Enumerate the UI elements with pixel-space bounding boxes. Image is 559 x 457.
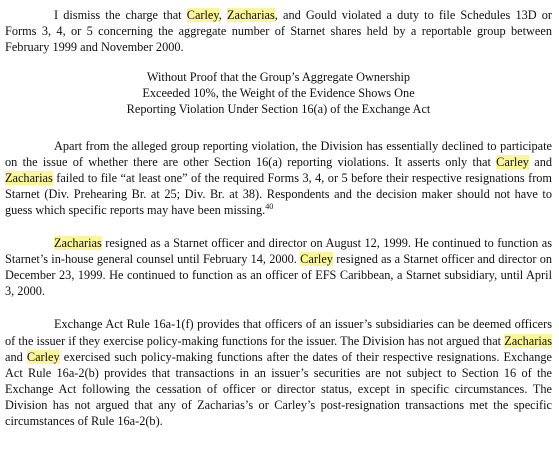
text-run: failed to file “at least one” of the required Forms 3, 4, or 5 before their respective resignations from Starnet (Div. Prehearing Br. at 25; Div. Br. at 38). Respondents and the decision maker should not have to guess which specific reports may have been missing. xyxy=(5,170,552,217)
paragraph-dismissal xyxy=(5,7,552,55)
footnote-reference[interactable]: 40 xyxy=(265,201,274,211)
text-run: , xyxy=(218,8,227,22)
highlighted-name-zacharias: Zacharias xyxy=(226,8,275,22)
text-run: Exchange Act Rule 16a-1(f) provides that officers of an issuer’s subsidiaries can be deemed officers of the issuer if they exercise policy-making functions for the issuer. The Division has not argued that xyxy=(5,317,552,348)
highlighted-name-zacharias: Zacharias xyxy=(54,236,102,251)
text-run: Apart from the alleged group reporting violation, the Division has essentially declined to participate on the issue of whether there are other Section 16(a) reporting violations. It asserts only that xyxy=(5,138,552,169)
text-run: , and Gould violated a duty to file Schedules 13D or Forms 3, 4, or 5 concerning the aggregate number of Starnet shares held by a reportable group between February 1999 and November 2000. xyxy=(5,8,553,55)
text-run: resigned as a Starnet officer and director on August 12, 1999. He continued to function as Starnet’s in-house general counsel until February 14, 2000. xyxy=(5,236,552,267)
highlighted-name-carley: Carley xyxy=(300,252,333,267)
text-run: and xyxy=(5,349,27,364)
highlighted-name-carley: Carley xyxy=(496,154,529,169)
text-run: exercised such policy-making functions after the dates of their respective resignations. Exchange Act Rule 16a-2(b) provides that transactions in an issuer’s securities are not subject to Section 16 of the Exchange Act following the cessation of officer or director status, except in specific circumstances. The Division has not argued that any of Zacharias’s or Carley’s post-resignation transactions met the specific circumstances of Rule 16a-2(b). xyxy=(5,349,552,428)
section-heading-line-1: Without Proof that the Group’s Aggregate Ownership xyxy=(146,70,411,85)
highlighted-name-zacharias: Zacharias xyxy=(5,170,53,185)
highlighted-name-carley: Carley xyxy=(26,349,60,364)
paragraph-exchange-act-rules xyxy=(5,316,552,429)
text-run: and xyxy=(528,154,552,169)
document-page xyxy=(5,7,552,429)
text-run: resigned as a Starnet officer and director on December 23, 1999. He continued to function as an officer of EFS Caribbean, a Starnet subsidiary, until April 3, 2000. xyxy=(5,252,552,299)
section-heading-line-3: Reporting Violation Under Section 16(a) of the Exchange Act xyxy=(126,102,431,117)
section-heading-line-2: Exceeded 10%, the Weight of the Evidence Shows One xyxy=(142,86,415,101)
section-heading xyxy=(5,69,552,117)
paragraph-resignations xyxy=(5,235,552,299)
text-run: I dismiss the charge that xyxy=(54,8,187,22)
highlighted-name-zacharias: Zacharias xyxy=(504,333,552,348)
highlighted-name-carley: Carley xyxy=(186,8,219,22)
paragraph-reporting-violations xyxy=(5,138,552,218)
